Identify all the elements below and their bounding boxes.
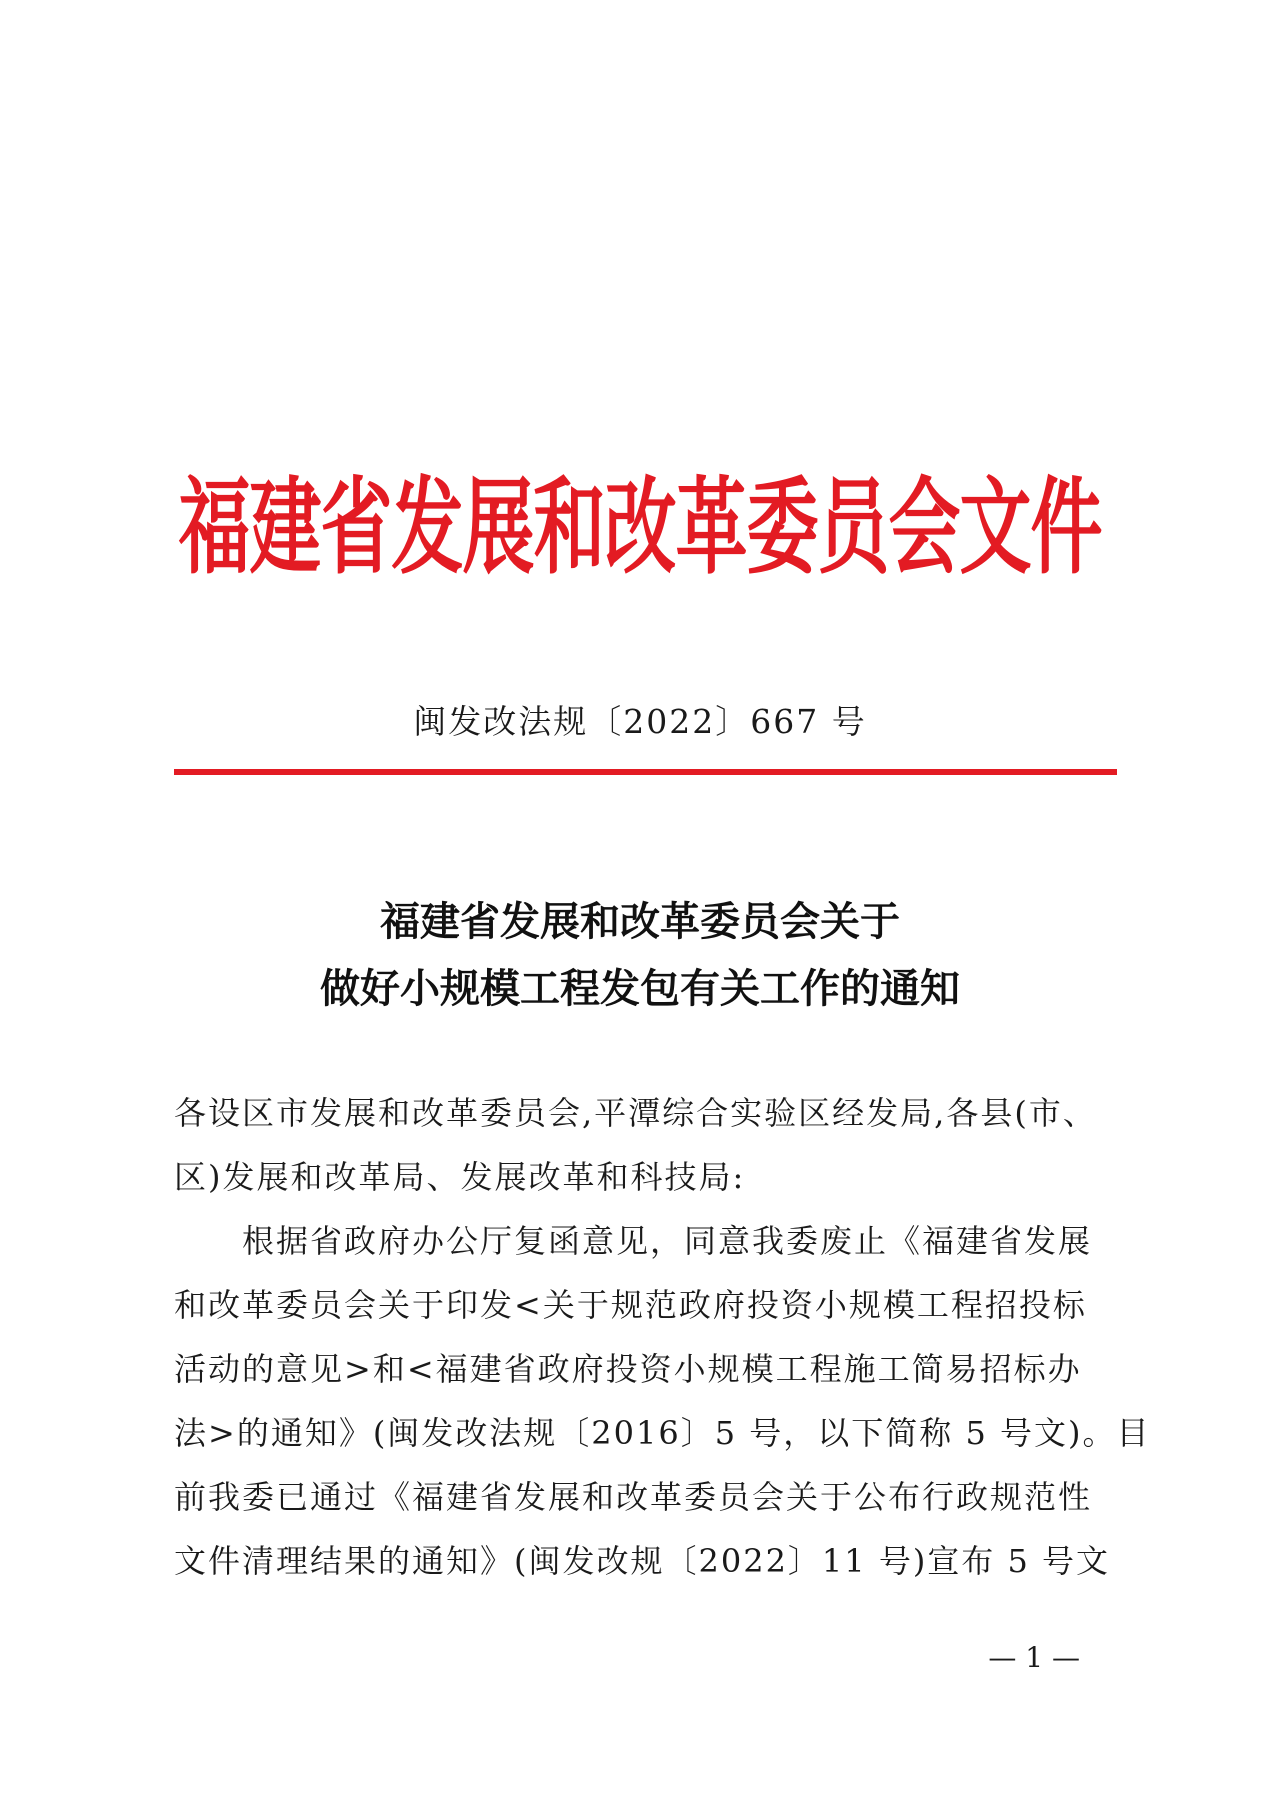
notice-title-line-2: 做好小规模工程发包有关工作的通知	[320, 965, 960, 1012]
page-number: — 1 —	[988, 1641, 1080, 1674]
body-line-8: 文件清理结果的通知》(闽发改规〔2022〕11 号)宣布 5 号文	[174, 1542, 1111, 1580]
body-line-7: 前我委已通过《福建省发展和改革委员会关于公布行政规范性	[174, 1478, 1093, 1516]
body-line-4: 和改革委员会关于印发<关于规范政府投资小规模工程招投标	[174, 1286, 1087, 1324]
notice-title-line-1: 福建省发展和改革委员会关于	[380, 898, 900, 945]
body-line-2: 区)发展和改革局、发展改革和科技局:	[174, 1158, 746, 1196]
document-number: 闽发改法规〔2022〕667 号	[413, 702, 867, 741]
red-divider-rule	[174, 769, 1117, 775]
body-line-6: 法>的通知》(闽发改法规〔2016〕5 号，以下简称 5 号文)。目	[174, 1414, 1151, 1452]
body-line-3: 根据省政府办公厅复函意见，同意我委废止《福建省发展	[174, 1222, 1093, 1260]
body-line-5: 活动的意见>和<福建省政府投资小规模工程施工简易招标办	[174, 1350, 1082, 1388]
masthead-title: 福建省发展和改革委员会文件	[178, 464, 1102, 588]
body-line-1: 各设区市发展和改革委员会,平潭综合实验区经发局,各县(市、	[174, 1094, 1097, 1132]
